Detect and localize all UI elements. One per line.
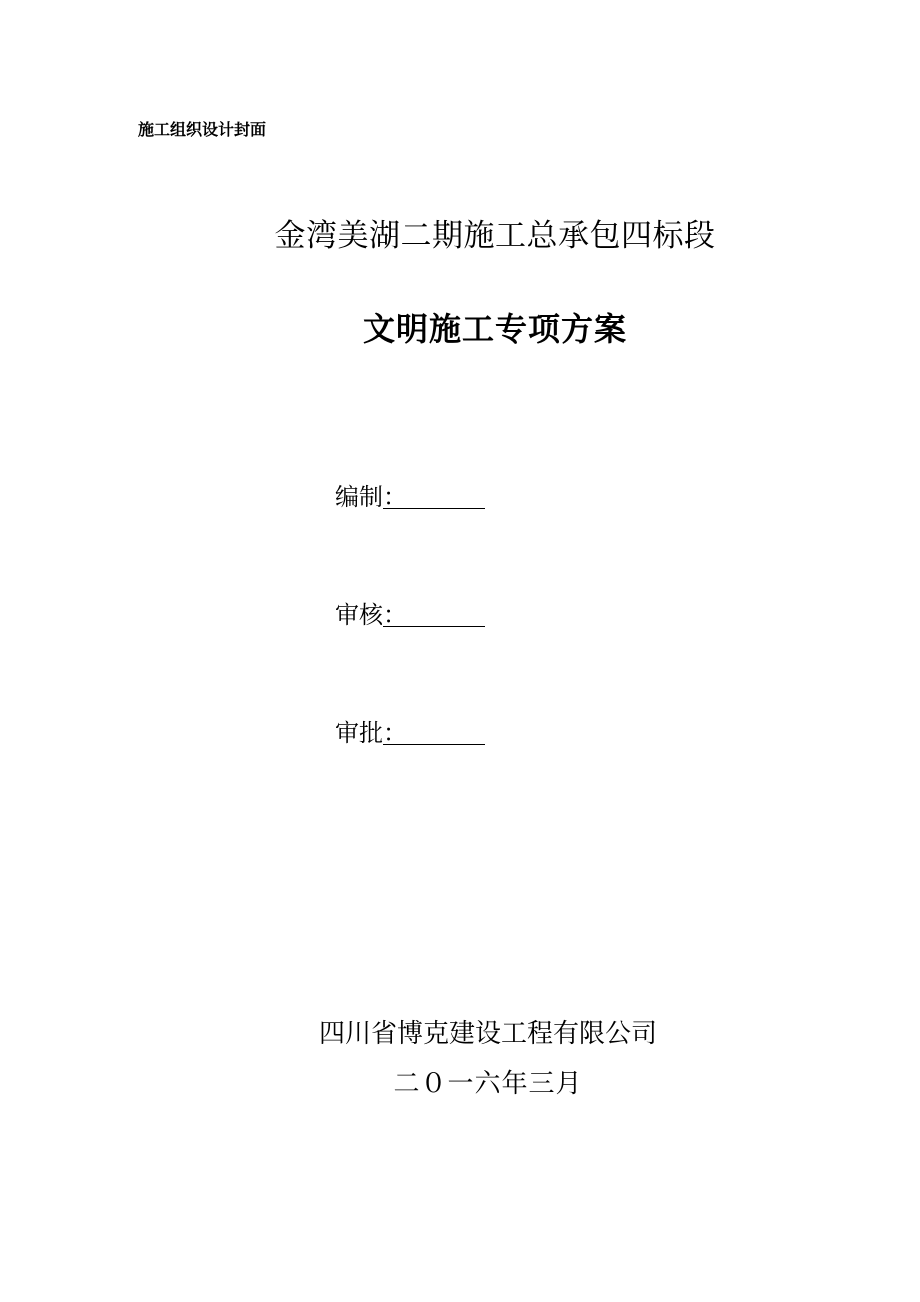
signature-colon: ：	[383, 483, 407, 511]
signature-label-reviewed: 审核	[335, 601, 383, 629]
signature-label-approved: 审批	[335, 719, 383, 747]
signature-row-approved	[335, 714, 485, 748]
signature-label-prepared: 编制	[335, 483, 383, 511]
document-title: 文明施工专项方案	[362, 310, 627, 348]
project-name: 金湾美湖二期施工总承包四标段	[274, 218, 716, 254]
signature-row-prepared	[335, 478, 485, 512]
signature-line-reviewed	[383, 600, 485, 627]
signature-line-prepared	[383, 482, 485, 509]
signature-colon: ：	[383, 719, 407, 747]
signature-colon: ：	[383, 601, 407, 629]
issue-date: 二０一六年三月	[393, 1069, 583, 1099]
signature-row-reviewed	[335, 596, 485, 630]
signature-line-approved	[383, 718, 485, 745]
cover-header-label: 施工组织设计封面	[138, 120, 267, 139]
company-name: 四川省博克建设工程有限公司	[318, 1019, 657, 1049]
